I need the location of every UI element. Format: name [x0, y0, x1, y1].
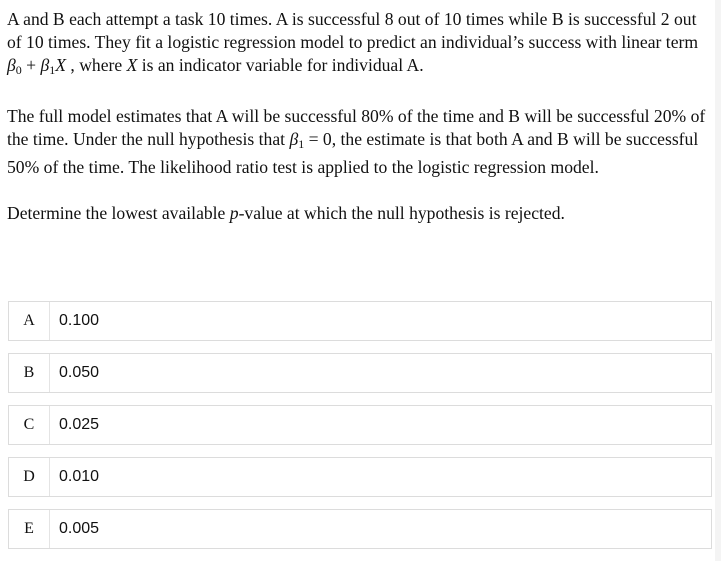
choice-value: 0.100 — [59, 312, 100, 329]
choice-value: 0.025 — [59, 416, 100, 433]
answer-choices — [8, 301, 712, 561]
question-p2-text-a: The full model estimates that A will be successful 80% of the time and B will be successful 20% of the time. Under the null hypothesis that — [7, 106, 706, 149]
plus-sign: + — [21, 55, 41, 75]
subscript-one: 1 — [298, 137, 305, 151]
question-paragraph-3 — [7, 202, 707, 225]
question-p1-text-a: A and B each attempt a task 10 times. A is successful 8 out of 10 times while B is successful 2 out of 10 times. They fit a logistic regression model to predict an individual’s success with linear term — [7, 9, 699, 52]
choice-c[interactable] — [8, 405, 712, 445]
question-p1-text-b: , where — [66, 55, 127, 75]
question-p2-text-b: , the estimate is that both A and B will be successful 50% of the time. The likelihood ratio test is applied to the logistic regression model. — [7, 129, 699, 177]
choice-a[interactable] — [8, 301, 712, 341]
variable-x: X — [55, 55, 67, 75]
beta-symbol: β — [40, 55, 50, 75]
choice-letter: A — [9, 302, 50, 340]
variable-x: X — [126, 55, 138, 75]
choice-e[interactable] — [8, 509, 712, 549]
choice-d[interactable] — [8, 457, 712, 497]
subscript-one: 1 — [49, 63, 56, 77]
beta-symbol: β — [289, 129, 299, 149]
question-paragraph-2 — [7, 105, 707, 179]
choice-letter: E — [9, 510, 50, 548]
variable-p: p — [229, 203, 239, 223]
beta-symbol: β — [7, 55, 16, 75]
question-p3-text-a: Determine the lowest available — [7, 203, 230, 223]
question-p1-text-c: is an indicator variable for individual A. — [137, 55, 424, 75]
choice-b[interactable] — [8, 353, 712, 393]
choice-letter: D — [9, 458, 50, 496]
choice-value: 0.010 — [59, 468, 100, 485]
question-p3-text-b: -value at which the null hypothesis is rejected. — [238, 203, 565, 223]
choice-value: 0.050 — [59, 364, 100, 381]
question-paragraph-1 — [7, 8, 707, 82]
subscript-zero: 0 — [15, 63, 22, 77]
scrollbar-track[interactable] — [715, 0, 721, 561]
equals-zero: = 0 — [304, 129, 332, 149]
choice-letter: C — [9, 406, 50, 444]
choice-letter: B — [9, 354, 50, 392]
choice-value: 0.005 — [59, 520, 100, 537]
question-text — [7, 8, 707, 225]
